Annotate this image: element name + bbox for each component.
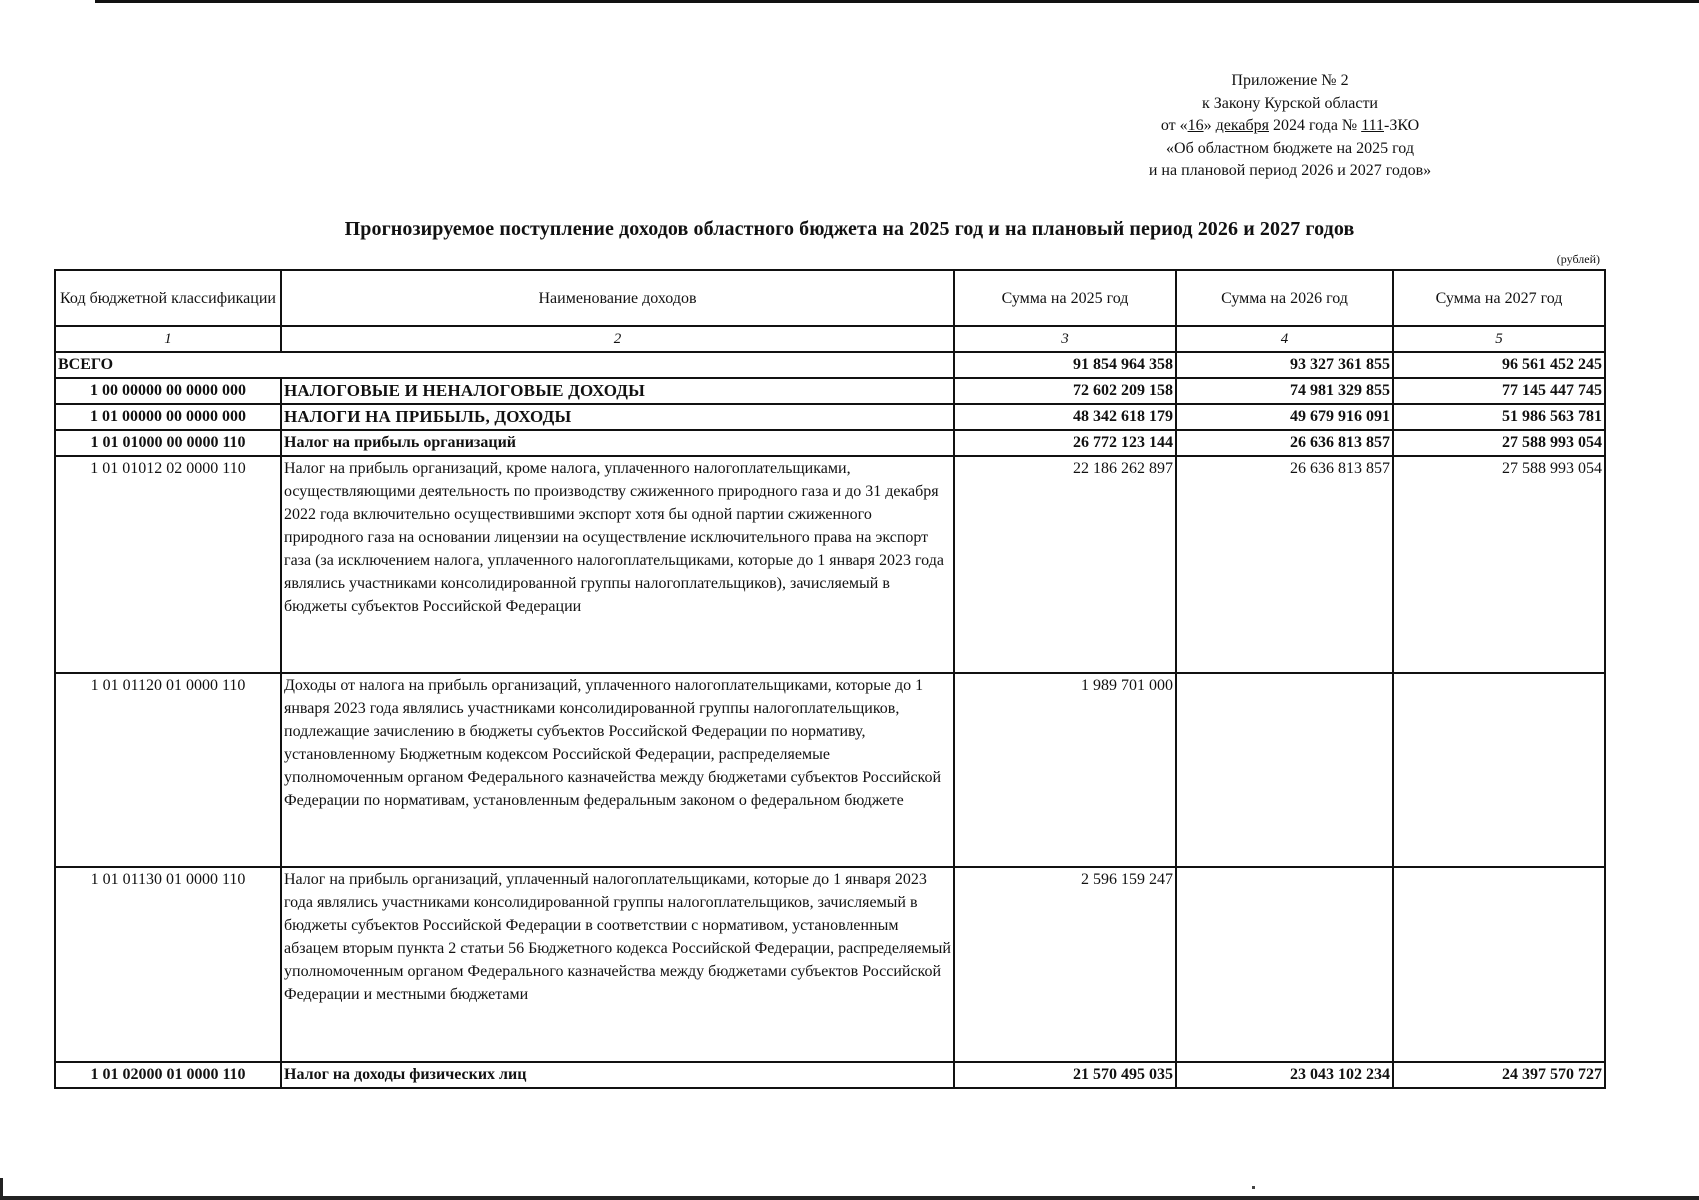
column-number: 1 xyxy=(55,326,281,352)
row-code: 1 01 00000 00 0000 000 xyxy=(55,404,281,430)
law-title-line1: «Об областном бюджете на 2025 год xyxy=(1166,139,1414,157)
table-row xyxy=(55,430,1605,456)
row-value-2025: 22 186 262 897 xyxy=(954,456,1176,673)
law-number: 111 xyxy=(1361,117,1384,134)
row-value-2027: 27 588 993 054 xyxy=(1393,430,1605,456)
row-value-2026: 49 679 916 091 xyxy=(1176,404,1393,430)
column-number: 3 xyxy=(954,326,1176,352)
appendix-date-line xyxy=(1080,115,1500,138)
row-value-2027: 51 986 563 781 xyxy=(1393,404,1605,430)
date-sep: » xyxy=(1203,117,1216,134)
table-row xyxy=(55,378,1605,404)
row-value-2026: 23 043 102 234 xyxy=(1176,1062,1393,1088)
row-value-2026: 26 636 813 857 xyxy=(1176,456,1393,673)
row-value-2027 xyxy=(1393,867,1605,1062)
header-2027: Сумма на 2027 год xyxy=(1393,270,1605,326)
header-name: Наименование доходов xyxy=(281,270,954,326)
row-value-2027 xyxy=(1393,673,1605,867)
appendix-header xyxy=(1080,70,1500,183)
law-title-line2: и на плановой период 2026 и 2027 годов» xyxy=(1148,162,1432,179)
date-year: 2024 года № xyxy=(1268,117,1362,134)
row-value-2026: 74 981 329 855 xyxy=(1176,378,1393,404)
table-row-total xyxy=(55,352,1605,378)
scan-speck xyxy=(1252,1186,1255,1189)
row-name: Налог на прибыль организаций xyxy=(281,430,954,456)
row-code: 1 01 01000 00 0000 110 xyxy=(55,430,281,456)
row-name: Налог на доходы физических лиц xyxy=(281,1062,954,1088)
row-value-2026 xyxy=(1176,867,1393,1062)
row-value-2027: 96 561 452 245 xyxy=(1393,352,1605,378)
date-day: 16 xyxy=(1187,117,1204,134)
row-value-2026: 93 327 361 855 xyxy=(1176,352,1393,378)
row-value-2026: 26 636 813 857 xyxy=(1176,430,1393,456)
revenue-table xyxy=(54,269,1606,1089)
row-value-2025: 2 596 159 247 xyxy=(954,867,1176,1062)
row-value-2025: 72 602 209 158 xyxy=(954,378,1176,404)
row-value-2025: 91 854 964 358 xyxy=(954,352,1176,378)
row-code: 1 01 01012 02 0000 110 xyxy=(55,456,281,673)
table-row xyxy=(55,456,1605,673)
row-value-2025: 21 570 495 035 xyxy=(954,1062,1176,1088)
row-name: Доходы от налога на прибыль организаций, уплаченного налогоплательщиками, которые до 1 января 2023 года являлись участниками консолидированной группы налогоплательщиков, подлежащие зачислению в бюджеты субъектов Российской Федерации по нормативу, установленному Бюджетным кодексом Российской Федерации, распределяемые уполномоченным органом Федерального казначейства между бюджетами субъектов Российской Федерации по нормативам, установленным федеральным законом о федеральном бюджете xyxy=(281,673,954,867)
table-header-row xyxy=(55,270,1605,326)
row-name: Налог на прибыль организаций, уплаченный налогоплательщиками, которые до 1 января 2023 года являлись участниками консолидированной группы налогоплательщиков, зачисляемый в бюджеты субъектов Российской Федерации в соответствии с нормативом, установленным абзацем вторым пункта 2 статьи 56 Бюджетного кодекса Российской Федерации, распределяемый уполномоченным органом Федерального казначейства между бюджетами субъектов Российской Федерации и местными бюджетами xyxy=(281,867,954,1062)
row-value-2026 xyxy=(1176,673,1393,867)
row-name: Налог на прибыль организаций, кроме налога, уплаченного налогоплательщиками, осуществляющими деятельность по производству сжиженного природного газа и до 31 декабря 2022 года включительно осуществившими экспорт хотя бы одной партии сжиженного природного газа на основании лицензии на осуществление исключительного права на экспорт газа (за исключением налога, уплаченного налогоплательщиками, которые до 1 января 2023 года являлись участниками консолидированной группы налогоплательщиков), зачисляемый в бюджеты субъектов Российской Федерации xyxy=(281,456,954,673)
date-prefix: от « xyxy=(1160,117,1188,134)
table-row xyxy=(55,673,1605,867)
row-value-2027: 24 397 570 727 xyxy=(1393,1062,1605,1088)
table-row xyxy=(55,867,1605,1062)
table-row xyxy=(55,1062,1605,1088)
row-name: НАЛОГИ НА ПРИБЫЛЬ, ДОХОДЫ xyxy=(281,404,954,430)
scan-edge-left xyxy=(0,1178,3,1200)
units-label: (рублей) xyxy=(1556,252,1600,266)
appendix-law-ref: к Закону Курской области xyxy=(1202,94,1378,112)
column-number-row xyxy=(55,326,1605,352)
row-value-2027: 27 588 993 054 xyxy=(1393,456,1605,673)
scan-edge-bottom xyxy=(0,1196,1699,1200)
header-2025: Сумма на 2025 год xyxy=(954,270,1176,326)
row-code: ВСЕГО xyxy=(55,352,954,378)
header-code: Код бюджетной классификации xyxy=(55,270,281,326)
row-code: 1 01 01130 01 0000 110 xyxy=(55,867,281,1062)
header-2026: Сумма на 2026 год xyxy=(1176,270,1393,326)
table-row xyxy=(55,404,1605,430)
column-number: 2 xyxy=(281,326,954,352)
column-number: 4 xyxy=(1176,326,1393,352)
column-number: 5 xyxy=(1393,326,1605,352)
document-title: Прогнозируемое поступление доходов областного бюджета на 2025 год и на плановый период 2026 и 2027 годов xyxy=(344,218,1355,240)
scan-edge-top xyxy=(95,0,1699,3)
row-value-2025: 26 772 123 144 xyxy=(954,430,1176,456)
appendix-number: Приложение № 2 xyxy=(1231,72,1349,89)
row-code: 1 01 01120 01 0000 110 xyxy=(55,673,281,867)
row-value-2027: 77 145 447 745 xyxy=(1393,378,1605,404)
date-month: декабря xyxy=(1215,117,1269,134)
row-value-2025: 48 342 618 179 xyxy=(954,404,1176,430)
row-name: НАЛОГОВЫЕ И НЕНАЛОГОВЫЕ ДОХОДЫ xyxy=(281,378,954,404)
law-suffix: -ЗКО xyxy=(1384,117,1420,134)
row-value-2025: 1 989 701 000 xyxy=(954,673,1176,867)
row-code: 1 01 02000 01 0000 110 xyxy=(55,1062,281,1088)
row-code: 1 00 00000 00 0000 000 xyxy=(55,378,281,404)
